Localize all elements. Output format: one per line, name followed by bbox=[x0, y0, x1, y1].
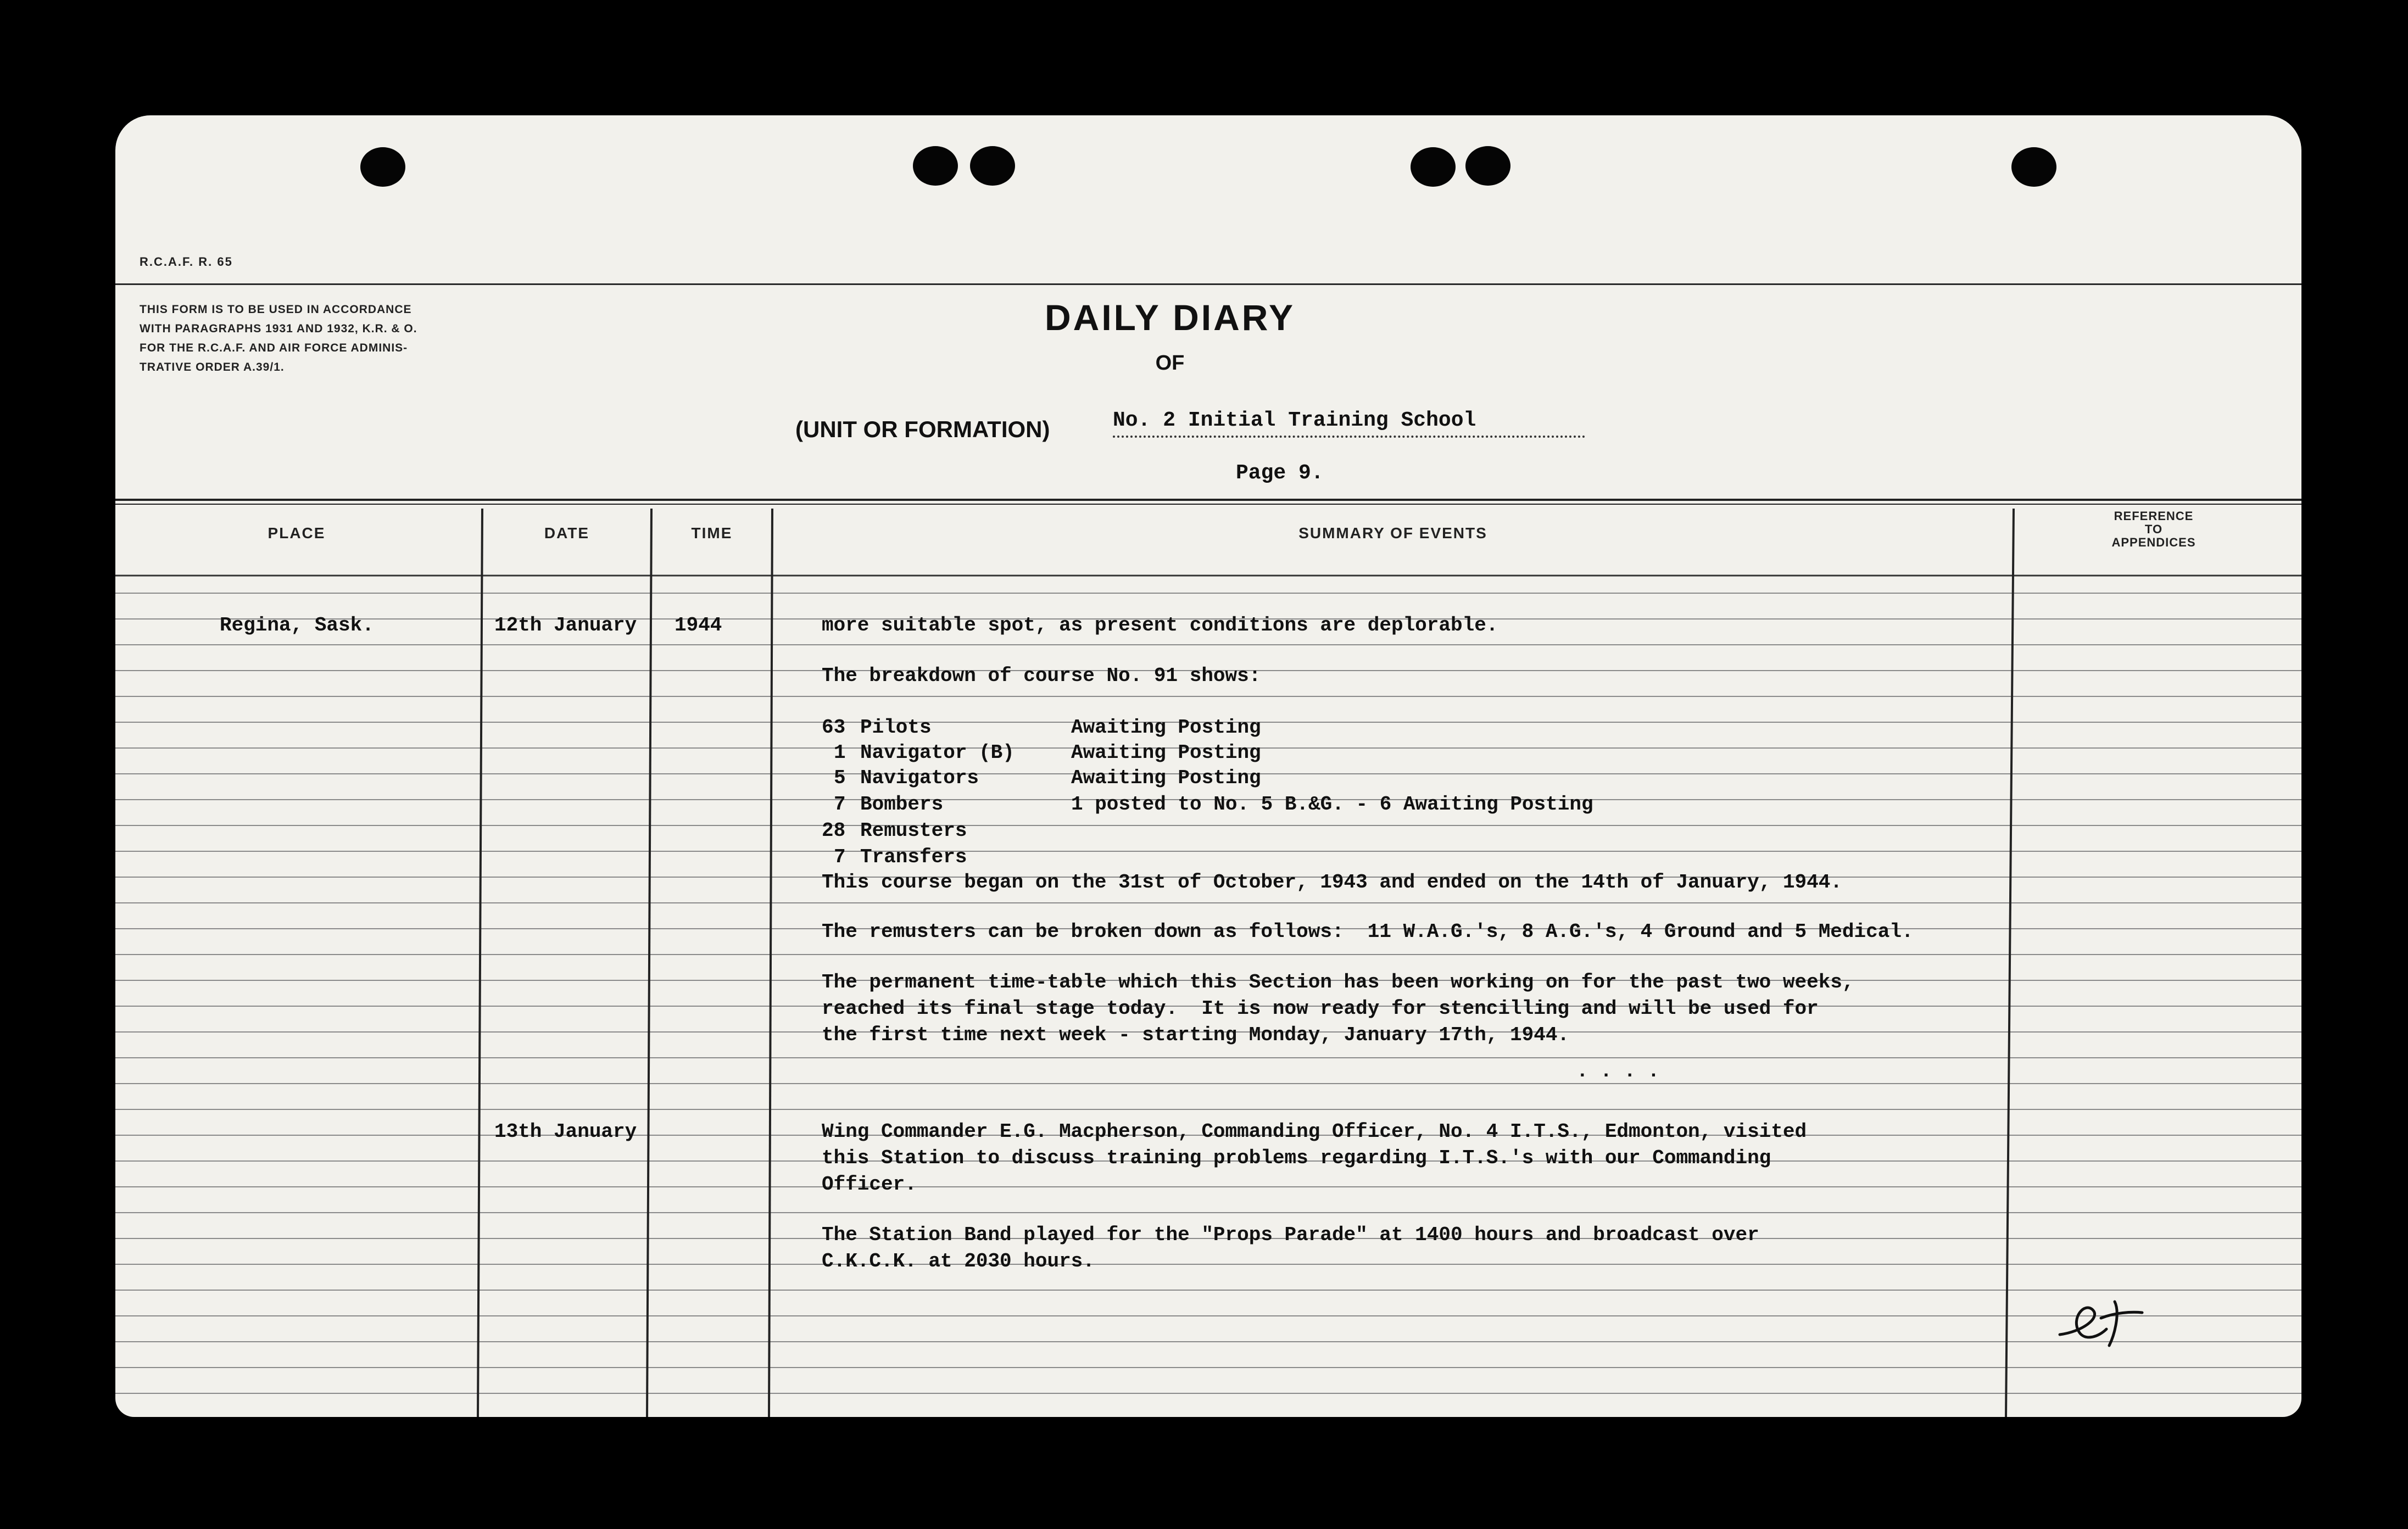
table-ruling bbox=[115, 115, 2301, 1417]
summary-line: The breakdown of course No. 91 shows: bbox=[822, 665, 1261, 687]
column-header-place: PLACE bbox=[267, 524, 326, 542]
breakdown-count: 5 bbox=[834, 767, 846, 789]
instruction-line: WITH PARAGRAPHS 1931 AND 1932, K.R. & O. bbox=[140, 322, 417, 335]
entry-date: 12th January bbox=[494, 614, 637, 637]
page-number: Page 9. bbox=[1236, 461, 1324, 485]
entry-separator: . . . . bbox=[1576, 1060, 1660, 1082]
breakdown-role: Remusters bbox=[860, 819, 967, 842]
column-header-summary: SUMMARY OF EVENTS bbox=[1298, 524, 1487, 542]
diary-sheet bbox=[115, 115, 2301, 1417]
summary-line: Officer. bbox=[822, 1173, 917, 1196]
handwritten-initials bbox=[2049, 1280, 2170, 1357]
entry-time: 1944 bbox=[675, 614, 722, 637]
breakdown-role: Transfers bbox=[860, 846, 967, 868]
column-header-reference bbox=[2014, 510, 2294, 549]
summary-line: the first time next week - starting Monday, January 17th, 1944. bbox=[822, 1024, 1570, 1046]
breakdown-status: Awaiting Posting bbox=[1071, 716, 1261, 739]
form-number: R.C.A.F. R. 65 bbox=[140, 255, 233, 269]
diary-title-of: OF bbox=[1155, 351, 1185, 375]
instruction-line: THIS FORM IS TO BE USED IN ACCORDANCE bbox=[140, 303, 412, 316]
breakdown-count: 28 bbox=[822, 819, 846, 842]
breakdown-count: 1 bbox=[834, 741, 846, 764]
unit-value: No. 2 Initial Training School bbox=[1113, 409, 1585, 438]
summary-line: The permanent time-table which this Section has been working on for the past two weeks, bbox=[822, 971, 1854, 994]
breakdown-count: 7 bbox=[834, 846, 846, 868]
reference-header-line: REFERENCE bbox=[2114, 509, 2194, 523]
breakdown-role: Navigators bbox=[860, 767, 979, 789]
entry-place: Regina, Sask. bbox=[220, 614, 374, 637]
summary-line: The Station Band played for the "Props Parade" at 1400 hours and broadcast over bbox=[822, 1224, 1759, 1246]
entry-date: 13th January bbox=[494, 1120, 637, 1143]
reference-header-line: APPENDICES bbox=[2111, 535, 2196, 549]
summary-line: Wing Commander E.G. Macpherson, Commanding Officer, No. 4 I.T.S., Edmonton, visited bbox=[822, 1120, 1807, 1143]
summary-line: This course began on the 31st of October, 1943 and ended on the 14th of January, 1944. bbox=[822, 871, 1842, 894]
breakdown-role: Pilots bbox=[860, 716, 932, 739]
reference-header-line: TO bbox=[2144, 522, 2163, 536]
breakdown-status: 1 posted to No. 5 B.&G. - 6 Awaiting Posting bbox=[1071, 793, 1593, 816]
instruction-line: FOR THE R.C.A.F. AND AIR FORCE ADMINIS- bbox=[140, 342, 408, 354]
diary-title: DAILY DIARY bbox=[1045, 297, 1295, 338]
instruction-line: TRATIVE ORDER A.39/1. bbox=[140, 361, 285, 373]
breakdown-role: Bombers bbox=[860, 793, 944, 816]
summary-line: reached its final stage today. It is now ready for stencilling and will be used for bbox=[822, 997, 1819, 1020]
breakdown-status: Awaiting Posting bbox=[1071, 767, 1261, 789]
column-header-time: TIME bbox=[691, 524, 733, 542]
breakdown-role: Navigator (B) bbox=[860, 741, 1015, 764]
unit-label: (UNIT OR FORMATION) bbox=[795, 416, 1050, 442]
column-header-date: DATE bbox=[544, 524, 590, 542]
breakdown-count: 63 bbox=[822, 716, 846, 739]
summary-line: this Station to discuss training problems regarding I.T.S.'s with our Commanding bbox=[822, 1147, 1771, 1169]
summary-line: more suitable spot, as present conditions are deplorable. bbox=[822, 614, 1498, 637]
breakdown-status: Awaiting Posting bbox=[1071, 741, 1261, 764]
summary-line: C.K.C.K. at 2030 hours. bbox=[822, 1250, 1095, 1273]
breakdown-count: 7 bbox=[834, 793, 846, 816]
summary-line: The remusters can be broken down as follows: 11 W.A.G.'s, 8 A.G.'s, 4 Ground and 5 Medical. bbox=[822, 920, 1914, 943]
